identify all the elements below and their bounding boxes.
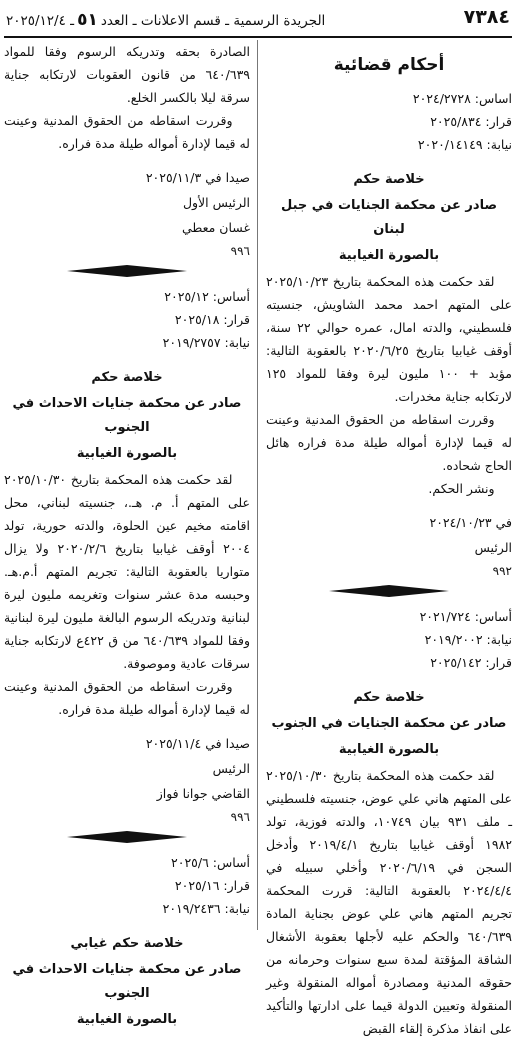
judgment-paragraph: لقد حكمت هذه المحكمة بتاريخ ٢٠٢٥/١٠/٣٠ على المتهم أ. م. هـ.، جنسيته لبناني، محل اقامته مخيم عين الحلوة، والدته حورية، تولد ٢٠٠٤ أوقف غيابيا بتاريخ ٢٠٢٠/٢/٦ ولا يزال متواريا بالعقوبة التالية: تجريم المتهم أ.م.هـ. وحبسه مدة عشر سنوات وتغريمه مليون ليرة لبنانية وتدريكه الرسوم البالغة مليون ليرة لبنانية وفقا للمواد ٦٤٠/٦٣٩ من ق ٤٢٢ع لارتكابه جناية سرقات عادية وموصوفة. (4, 472, 251, 671)
page-header (4, 6, 512, 34)
ref-line: نيابة: ٢٠٢٠/١٤١٤٩ (417, 137, 512, 152)
notice-code: ٩٩٦ (230, 244, 250, 258)
ref-line: قرار: ٢٠٢٥/١٦ (174, 878, 250, 893)
judgment-paragraph: لقد حكمت هذه المحكمة بتاريخ ٢٠٢٥/١٠/٢٣ على المتهم احمد محمد الشاويش، جنسيته فلسطيني، والدته امال، عمره حوالي ٢٢ سنة، أوقف غيابيا بتاريخ ٢٠٢٠/٦/٢٥ بالعقوبة التالية: مؤبد + ١٠٠ مليون ليرة وفقا للمواد ١٢٥ لارتكابه جناية مخدرات. (266, 274, 513, 404)
ref-line: نيابة: ٢٠١٩/٢٧٥٧ (162, 335, 250, 350)
issue-info (6, 10, 325, 30)
ref-line: نيابة: ٢٠١٩/٢٤٣٦ (162, 901, 250, 916)
judgment-paragraph: لقد حكمت هذه المحكمة بتاريخ ٢٠٢٥/١٠/٣٠ على المتهم هاني علي عوض، جنسيته فلسطيني ـ ملف ٩٣١ بيان ١٠٧٤٩، والدته فوزية، تولد ١٩٨٢ أوقف غيابيا بتاريخ ٢٠١٩/٤/١ وأدخل السجن في ٢٠٢٠/٦/١٩ وأخلي سبيله في ٢٠٢٤/٤/٤ بالعقوبة التالية: قررت المحكمة تجريم المتهم هاني علي عوض بجناية المادة ٦٤٠/٦٣٩ والحكم عليه لأجلها بعقوبة الأشغال الشاقة المؤقتة لمدة سبع سنوات وحرمانه من حقوقه المدنية ومصادرة أمواله المنقولة وغير المنقولة وتعيين الدولة قيما على ادارتها والتأكيد على انفاذ مذكرة إلقاء القبض (266, 768, 513, 1036)
judgment-paragraph: الصادرة بحقه وتدريكه الرسوم وفقا للمواد ٦٤٠/٦٣٩ من قانون العقوبات لارتكابه جناية سرقة ليلا بالكسر الخلع. (4, 44, 250, 105)
ref-line: قرار: ٢٠٢٥/١٤٢ (430, 655, 512, 670)
judgment-date: صيدا في ٢٠٢٥/١١/٤ (145, 736, 250, 751)
left-column (4, 40, 251, 1027)
court-name: صادر عن محكمة جنايات الاحداث في الجنوب (12, 962, 242, 1001)
notice-code: ٩٩٢ (492, 564, 512, 578)
court-name: صادر عن محكمة الجنايات في جبل لبنان (280, 198, 498, 237)
header-rule (4, 36, 512, 38)
judgment-paragraph: وقررت اسقاطه من الحقوق المدنية وعينت له قيما لإدارة أمواله طيلة مدة فراره هائل الحاج شحاده. (266, 412, 512, 473)
signer-name: غسان معطي (181, 220, 250, 235)
summary-title: خلاصة حكم (91, 370, 163, 385)
summary-title: خلاصة حكم غيابي (70, 936, 184, 951)
signer-title: الرئيس (212, 761, 250, 776)
judgment-paragraph: وقررت اسقاطه من الحقوق المدنية وعينت له قيما لإدارة أمواله طيلة مدة فراره. (4, 679, 250, 717)
ref-line: قرار: ٢٠٢٥/١٨ (174, 312, 250, 327)
divider-ornament (67, 831, 187, 843)
ref-line: أساس: ٢٠٢١/٧٢٤ (419, 609, 512, 624)
section-divider (4, 265, 250, 277)
judgment-paragraph: وقررت اسقاطه من الحقوق المدنية وعينت له قيما لإدارة أمواله طيلة مدة فراره. (4, 113, 250, 151)
signer-name: القاضي جوانا فواز (156, 786, 250, 801)
court-name: صادر عن محكمة الجنايات في الجنوب (271, 716, 507, 731)
signer-title: الرئيس (474, 540, 512, 555)
issue-number: ٥١ (77, 10, 98, 30)
section-divider (266, 585, 512, 597)
column-divider (257, 40, 258, 930)
divider-ornament (67, 265, 187, 277)
right-column (266, 40, 513, 1036)
notice-code: ٩٩٦ (230, 810, 250, 824)
ref-line: نيابة: ٢٠١٩/٢٠٠٢ (424, 632, 512, 647)
judgment-date: صيدا في ٢٠٢٥/١١/٣ (145, 170, 250, 185)
summary-title: خلاصة حكم (353, 690, 425, 705)
judgment-paragraph: ونشر الحكم. (428, 481, 495, 496)
ref-line: أساس: ٢٠٢٥/١٢ (164, 289, 250, 304)
ref-line: قرار: ٢٠٢٥/٨٣٤ (430, 114, 512, 129)
ref-line: أساس: ٢٠٢٥/٦ (171, 855, 250, 870)
page-number: ٧٣٨٤ (463, 6, 510, 28)
summary-title: خلاصة حكم (353, 172, 425, 187)
judgment-date: في ٢٠٢٤/١٠/٢٣ (429, 515, 512, 530)
judgment-mode: بالصورة الغيابية (338, 248, 440, 263)
judgment-mode: بالصورة الغيابية (76, 446, 178, 461)
divider-ornament (329, 585, 449, 597)
issue-date: ـ ٢٠٢٥/١٢/٤ (6, 13, 75, 29)
signer-title: الرئيس الأول (182, 195, 250, 210)
section-divider (4, 831, 250, 843)
judgment-mode: بالصورة الغيابية (76, 1012, 178, 1027)
judgment-mode: بالصورة الغيابية (338, 742, 440, 757)
section-title: أحكام قضائية (333, 55, 445, 75)
issue-prefix: الجريدة الرسمية ـ قسم الاعلانات ـ العدد (100, 13, 326, 29)
court-name: صادر عن محكمة جنايات الاحداث في الجنوب (12, 396, 242, 435)
ref-line: اساس: ٢٠٢٤/٢٧٢٨ (412, 91, 512, 106)
